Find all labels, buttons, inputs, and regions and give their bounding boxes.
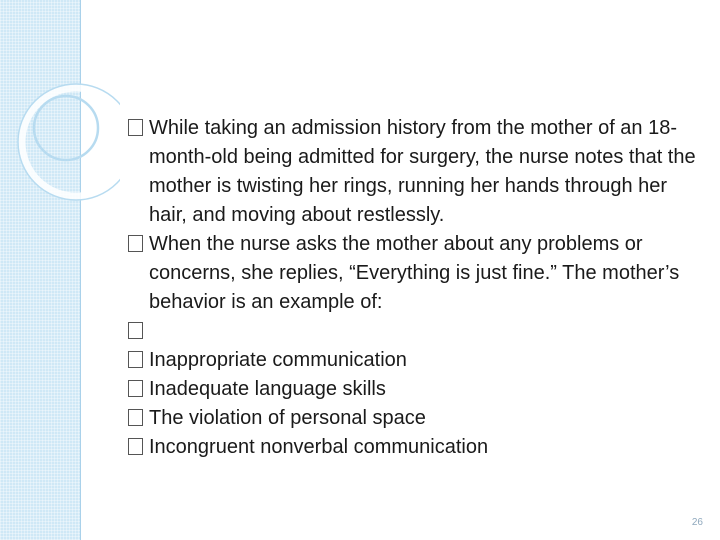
bullet-item-3 [128, 317, 700, 346]
missing-glyph-box-icon [128, 119, 143, 136]
bullet-item-2 [128, 230, 700, 317]
decorative-circles [0, 0, 120, 220]
missing-glyph-box-icon [128, 351, 143, 368]
answer-option-1 [128, 346, 700, 375]
missing-glyph-box-icon [128, 409, 143, 426]
decorative-circle-small [34, 96, 98, 160]
decorative-circle-large-outline [18, 84, 120, 200]
answer-option-4 [128, 433, 700, 462]
slide-body [128, 114, 700, 462]
answer-option-2 [128, 375, 700, 404]
answer-text: The violation of personal space [149, 407, 426, 429]
slide-number: 26 [691, 517, 703, 528]
answer-text: Incongruent nonverbal communication [149, 436, 489, 458]
missing-glyph-box-icon [128, 380, 143, 397]
bullet-item-1 [128, 114, 700, 230]
answer-text: Inappropriate communication [149, 349, 407, 371]
missing-glyph-box-icon [128, 438, 143, 455]
missing-glyph-box-icon [128, 322, 143, 339]
bullet-text: While taking an admission history from the mother of an 18-month-old being admitted for surgery, the nurse notes that the mother is twisting her rings, running her hands through her hair, and moving about restlessly. [149, 117, 696, 226]
missing-glyph-box-icon [128, 235, 143, 252]
answer-text: Inadequate language skills [149, 378, 386, 400]
bullet-text [149, 320, 155, 342]
answer-option-3 [128, 404, 700, 433]
bullet-text: When the nurse asks the mother about any problems or concerns, she replies, “Everything is just fine.” The mother’s behavior is an example of: [149, 233, 680, 313]
